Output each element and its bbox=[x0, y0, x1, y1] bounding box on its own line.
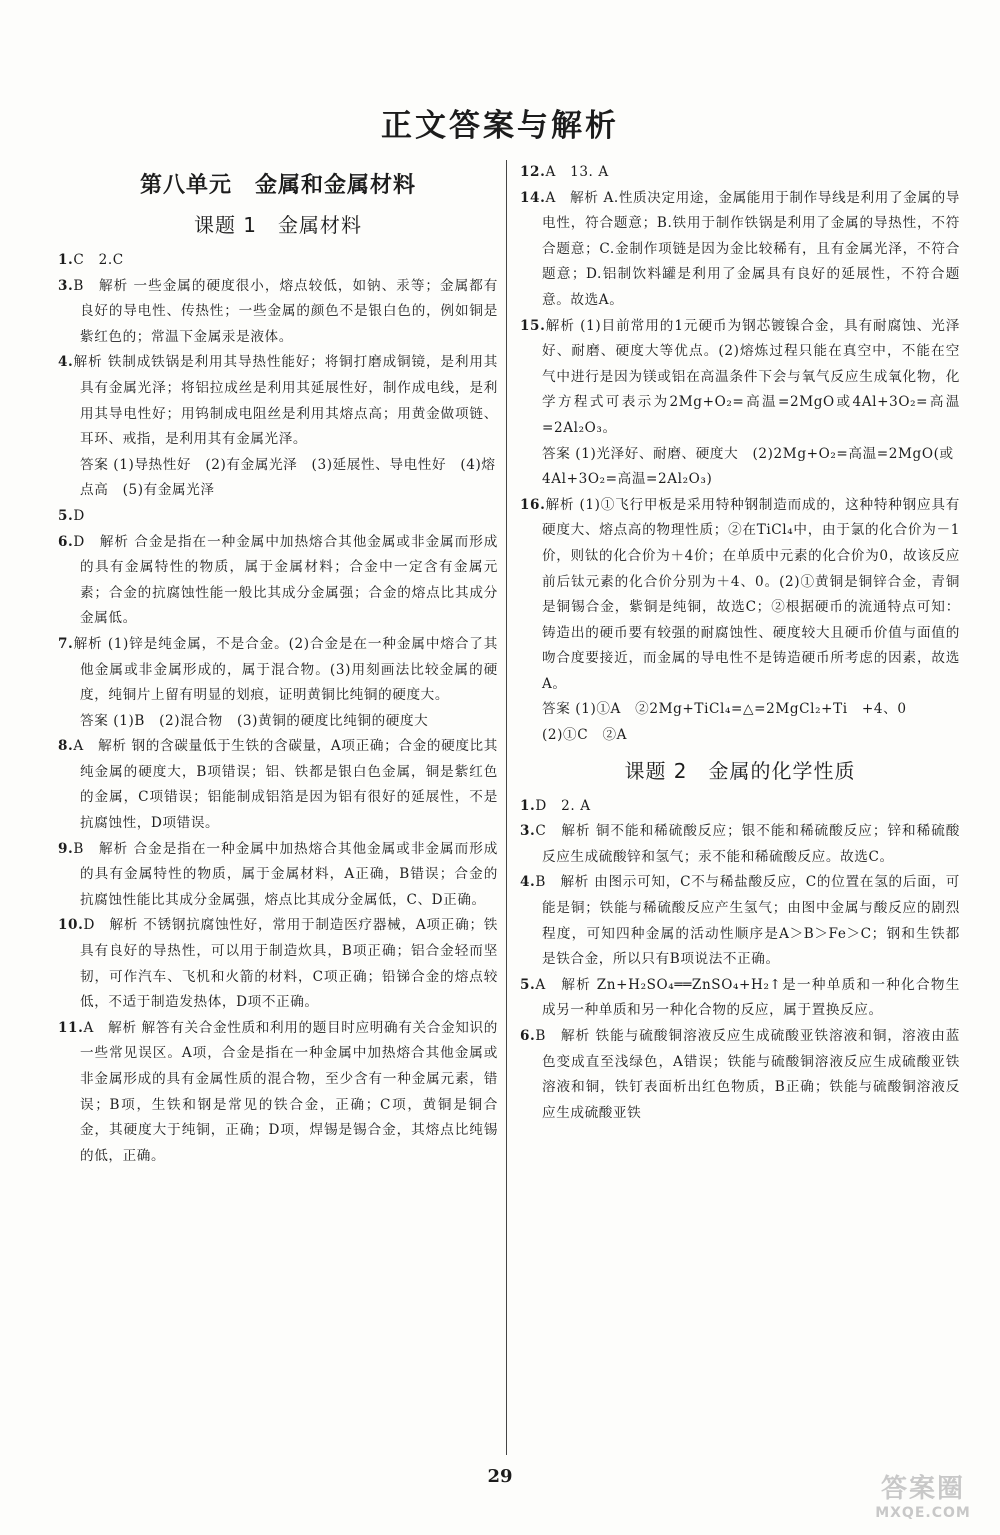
item-text: 答案 (1)光泽好、耐磨、硬度大 (2)2Mg+O₂=高温=2MgO(或4Al+3O₂=高温=2Al₂O₃) bbox=[542, 445, 954, 488]
page-title: 正文答案与解析 bbox=[381, 108, 619, 144]
column-divider bbox=[506, 160, 507, 1455]
right-column bbox=[520, 160, 960, 1126]
answer-item bbox=[58, 504, 498, 530]
answer-item bbox=[58, 913, 498, 1015]
lesson-1-title: 课题 1 金属材料 bbox=[193, 213, 363, 237]
right-answer-list-a bbox=[520, 160, 960, 749]
item-number: 8. bbox=[58, 738, 74, 755]
item-number: 4. bbox=[58, 354, 74, 371]
answer-line bbox=[520, 697, 960, 748]
item-number: 4. bbox=[520, 874, 536, 891]
watermark-logo bbox=[858, 1473, 988, 1531]
right-answer-list-b bbox=[520, 794, 960, 1127]
item-text: B 解析 铁能与硫酸铜溶液反应生成硫酸亚铁溶液和铜，溶液由蓝色变成直至浅绿色，A错误；铁能与硫酸铜溶液反应生成硫酸亚铁溶液和铜，铁钉表面析出红色物质，B正确；铁能与硫酸铜溶液反应生成硫酸亚铁 bbox=[535, 1028, 960, 1121]
answer-item bbox=[520, 794, 960, 820]
item-text: A 解析 Zn+H₂SO₄══ZnSO₄+H₂↑是一种单质和一种化合物生成另一种单质和另一种化合物的反应，属于置换反应。 bbox=[535, 976, 960, 1019]
item-text: A 13. A bbox=[545, 164, 609, 180]
answer-item bbox=[58, 530, 498, 632]
item-number: 7. bbox=[58, 635, 74, 652]
answer-item bbox=[520, 493, 960, 698]
answer-item bbox=[520, 1024, 960, 1126]
answer-item bbox=[58, 248, 498, 274]
answer-item bbox=[520, 819, 960, 870]
unit-title: 第八单元 金属和金属材料 bbox=[139, 173, 416, 198]
answer-line bbox=[58, 709, 498, 735]
item-text: 解析 (1)目前常用的1元硬币为钢芯镀镍合金，具有耐腐蚀、光泽好、耐磨、硬度大等优点。(2)熔炼过程只能在真空中，不能在空气中进行是因为镁或铝在高温条件下会与氧气反应生成氧化物，化学方程式可表示为2Mg+O₂=高温=2MgO或4Al+3O₂=高温=2Al₂O₃。 bbox=[542, 317, 960, 436]
item-number: 12. bbox=[520, 164, 546, 180]
answer-item bbox=[520, 973, 960, 1024]
item-number: 6. bbox=[58, 533, 74, 550]
left-column bbox=[58, 160, 498, 1169]
item-number: 10. bbox=[58, 917, 84, 934]
item-text: D 2. A bbox=[535, 797, 591, 814]
item-text: A 解析 解答有关合金性质和利用的题目时应明确有关合金知识的一些常见误区。A项，合金是指在一种金属中加热熔合其他金属或非金属形成的具有金属性质的混合物，至少含有一种金属元素，错误；B项，生铁和钢是常见的铁合金，正确；C项，黄铜是铜合金，其硬度大于纯铜，正确；D项，焊锡是锡合金，其熔点比纯锡的低，正确。 bbox=[80, 1019, 498, 1164]
answer-item bbox=[520, 186, 960, 314]
item-number: 1. bbox=[58, 252, 74, 268]
answer-item bbox=[58, 632, 498, 709]
watermark-logo-text: 答案圈 bbox=[880, 1474, 965, 1504]
page-number: 29 bbox=[487, 1466, 513, 1487]
left-answer-list bbox=[58, 248, 498, 1169]
item-text: D bbox=[73, 507, 85, 524]
item-text: D 解析 合金是指在一种金属中加热熔合其他金属或非金属而形成的具有金属特性的物质，属于金属材料；合金中一定含有金属元素；合金的抗腐蚀性能一般比其成分金属强；合金的熔点比其成分金属低。 bbox=[73, 533, 498, 627]
item-text: D 解析 不锈钢抗腐蚀性好，常用于制造医疗器械，A项正确；铁具有良好的导热性，可以用于制造炊具，B项正确；铝合金轻而坚韧，可作汽车、飞机和火箭的材料，C项正确；铅锑合金的熔点较低，不适于制造发热体，D项不正确。 bbox=[80, 917, 498, 1011]
item-text: 解析 铁制成铁锅是利用其导热性能好；将铜打磨成铜镜，是利用其具有金属光泽；将铝拉成丝是利用其延展性好，制作成电线，是利用其导电性好；用钨制成电阻丝是利用其熔点高；用黄金做项链、耳环、戒指，是利用其有金属光泽。 bbox=[73, 354, 498, 448]
item-text: 答案 (1)B (2)混合物 (3)黄铜的硬度比纯铜的硬度大 bbox=[80, 712, 429, 729]
item-number: 5. bbox=[520, 976, 536, 993]
answer-item bbox=[520, 160, 960, 186]
answer-line bbox=[520, 442, 960, 493]
item-number: 5. bbox=[58, 507, 74, 524]
answer-item bbox=[520, 314, 960, 442]
answer-item bbox=[58, 837, 498, 914]
item-text: 解析 (1)①飞行甲板是采用特种钢制造而成的，这种特种钢应具有硬度大、熔点高的物理性质；②在TiCl₄中，由于氯的化合价为－1价，则钛的化合价为＋4价；在单质中元素的化合价为0，故该反应前后钛元素的化合价分别为＋4、0。(2)①黄铜是铜锌合金，青铜是铜锡合金，紫铜是纯铜，故选C；②根据硬币的流通特点可知：铸造出的硬币要有较强的耐腐蚀性、硬度较大且硬币价值与面值的吻合度要接近，而金属的导电性不是铸造硬币所考虑的因素，故选A。 bbox=[542, 496, 960, 692]
lesson-2-title: 课题 2 金属的化学性质 bbox=[624, 758, 856, 783]
watermark-url: MXQE.COM bbox=[875, 1505, 971, 1521]
item-text: B 解析 一些金属的硬度很小，熔点较低，如钠、汞等；金属都有良好的导电性、传热性；一些金属的颜色不是银白色的，例如铜是紫红色的；常温下金属汞是液体。 bbox=[73, 277, 498, 345]
answer-item bbox=[58, 350, 498, 452]
answer-item bbox=[520, 870, 960, 972]
item-text: 答案 (1)导热性好 (2)有金属光泽 (3)延展性、导电性好 (4)熔点高 (5)有金属光泽 bbox=[80, 456, 496, 499]
item-text: 解析 (1)锌是纯金属，不是合金。(2)合金是在一种金属中熔合了其他金属或非金属形成的，属于混合物。(3)用刻画法比较金属的硬度，纯铜片上留有明显的划痕，证明黄铜比纯铜的硬度大。 bbox=[73, 635, 498, 704]
item-text: 答案 (1)①A ②2Mg+TiCl₄=△=2MgCl₂+Ti +4、0 (2)①C ②A bbox=[542, 701, 921, 744]
item-number: 6. bbox=[520, 1028, 536, 1044]
item-number: 3. bbox=[58, 277, 74, 294]
item-number: 11. bbox=[58, 1019, 84, 1036]
answer-line bbox=[58, 453, 498, 504]
item-number: 1. bbox=[520, 797, 536, 814]
item-number: 9. bbox=[58, 840, 74, 857]
item-number: 15. bbox=[520, 317, 546, 334]
item-number: 3. bbox=[520, 823, 536, 840]
item-text: B 解析 由图示可知，C不与稀盐酸反应，C的位置在氢的后面，可能是铜；铁能与稀硫酸反应产生氢气；由图中金属与酸反应的剧烈程度，可知四种金属的活动性顺序是A＞B＞Fe＞C；钢和生铁都是铁合金，所以只有B项说法不正确。 bbox=[535, 874, 960, 968]
item-text: C 2.C bbox=[73, 252, 124, 268]
item-number: 16. bbox=[520, 496, 546, 513]
item-text: C 解析 铜不能和稀硫酸反应；银不能和稀硫酸反应；锌和稀硫酸反应生成硫酸锌和氢气；汞不能和稀硫酸反应。故选C。 bbox=[535, 823, 960, 865]
item-text: A 解析 A.性质决定用途，金属能用于制作导线是利用了金属的导电性，符合题意；B.铁用于制作铁锅是利用了金属的导热性，不符合题意；C.金制作项链是因为金比较稀有，且有金属光泽，不符合题意；D.铝制饮料罐是利用了金属具有良好的延展性，不符合题意。故选A。 bbox=[542, 189, 960, 308]
answer-item bbox=[58, 734, 498, 836]
answer-item bbox=[58, 1016, 498, 1170]
item-text: B 解析 合金是指在一种金属中加热熔合其他金属或非金属而形成的具有金属特性的物质，属于金属材料，A正确，B错误；合金的抗腐蚀性能比其成分金属强，熔点比其成分金属低，C、D正确。 bbox=[73, 840, 498, 908]
item-text: A 解析 钢的含碳量低于生铁的含碳量，A项正确；合金的硬度比其纯金属的硬度大，B项错误；铝、铁都是银白色金属，铜是紫红色的金属，C项错误；铝能制成铝箔是因为铝有很好的延展性，不是抗腐蚀性，D项错误。 bbox=[73, 738, 498, 832]
item-number: 14. bbox=[520, 189, 546, 206]
answer-item bbox=[58, 274, 498, 351]
